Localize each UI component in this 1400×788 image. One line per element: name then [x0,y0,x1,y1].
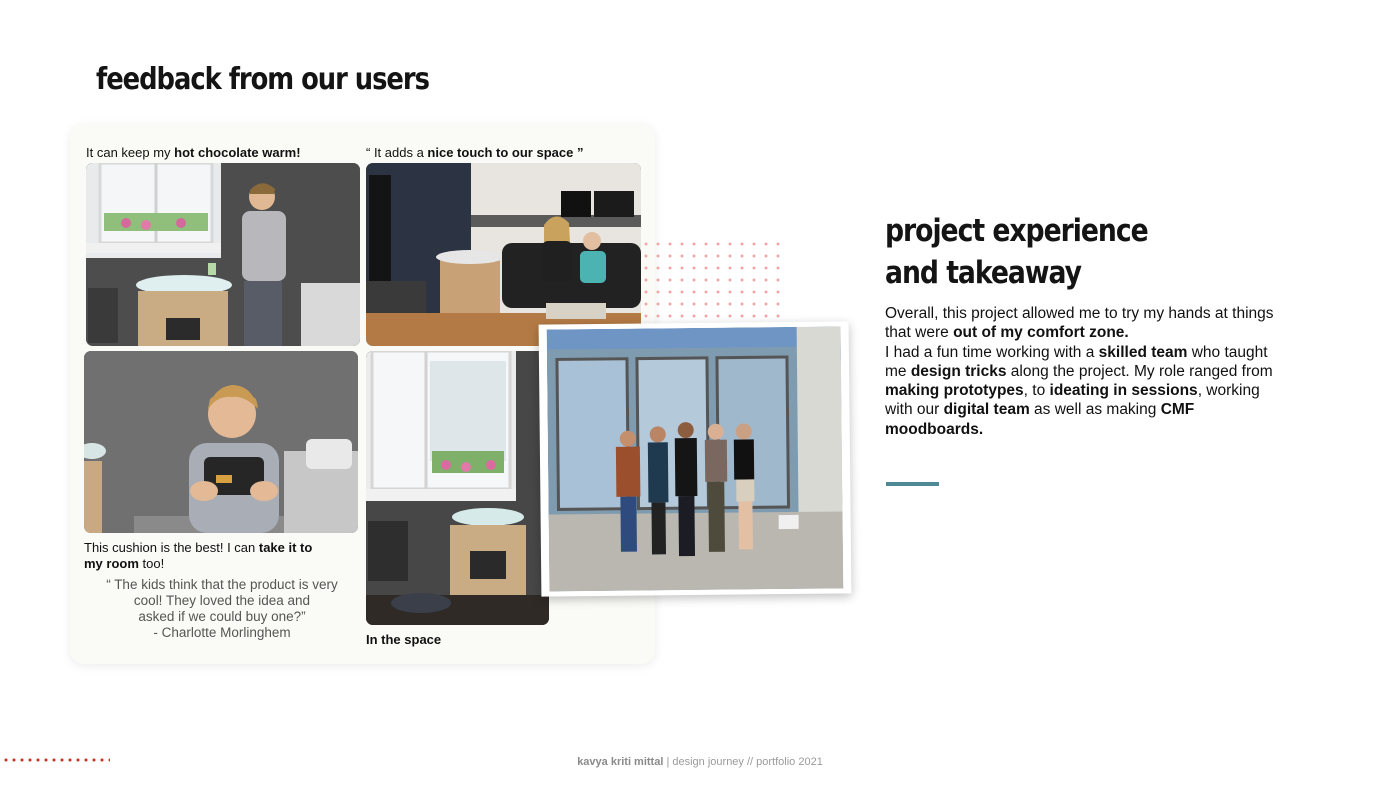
photo-team-group [539,321,852,596]
footer [0,756,1400,768]
caption-in-the-space: In the space [366,632,442,647]
accent-divider [886,482,939,486]
quote-line-2: cool! They loved the idea and [133,593,311,608]
caption-cushion: This cushion is the best! I can take it to [84,540,313,555]
footer-author: kavya kriti mittal [577,756,664,768]
photo-boy-with-cushion [84,351,358,533]
user-quote [84,577,360,641]
feedback-heading: feedback from our users [96,62,429,97]
photo-product-in-space [366,351,549,625]
photo-boy-with-hot-chocolate [86,163,360,346]
caption-hot-chocolate: It can keep my hot chocolate warm! [86,145,301,160]
decorative-dot-grid [640,238,780,322]
quote-line-3: asked if we could buy one?” [138,609,306,624]
experience-heading-line-2: and takeaway [885,255,1081,291]
caption-nice-touch: “ It adds a nice touch to our space ” [366,145,584,160]
experience-heading-line-1: project experience [885,213,1148,249]
caption-cushion-line2: my room too! [84,556,165,571]
quote-author: - Charlotte Morlinghem [153,625,291,640]
photo-family-on-sofa [366,163,641,346]
experience-body: Overall, this project allowed me to try my hands at things that were out of my comfort zone. I had a fun time working with a skilled team who taught me design tricks along the project. My role ranged from making prototypes, to ideating in sessions, working with our digital team as well as making CMF moodboards. [885,305,1274,438]
footer-title: | design journey // portfolio 2021 [663,756,823,768]
quote-line-1: “ The kids think that the product is very [106,577,338,592]
experience-heading [885,210,1148,294]
